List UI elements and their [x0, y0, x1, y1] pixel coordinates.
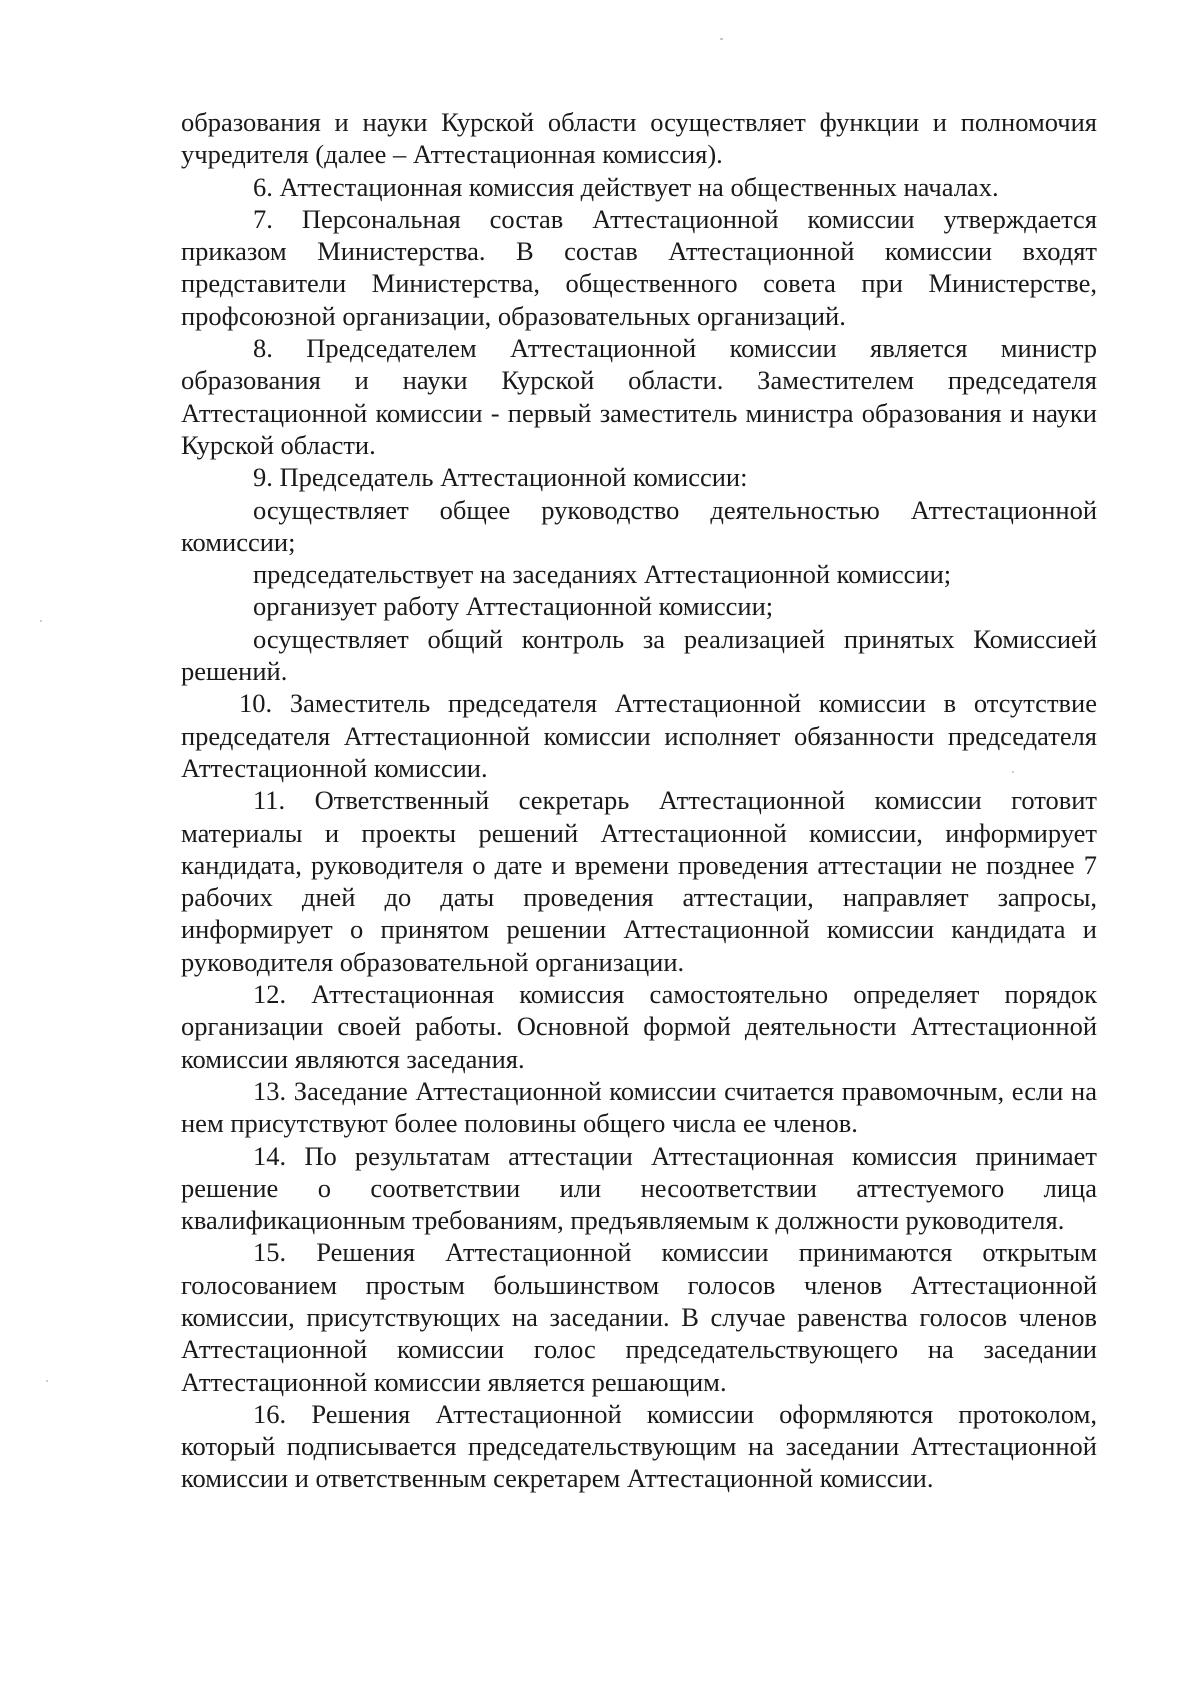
paragraph-item-12: 12. Аттестационная комиссия самостоятельно определяет порядок организации своей работы. Основной формой деятельности Аттестационной комиссии являются заседания.: [181, 979, 1097, 1074]
paragraph-item-8: 8. Председателем Аттестационной комиссии является министр образования и науки Курской области. Заместителем председателя Аттестационной комиссии - первый заместитель министра образования и науки Курской области.: [181, 333, 1097, 460]
paragraph-item-14: 14. По результатам аттестации Аттестационная комиссия принимает решение о соответствии или несоответствии аттестуемого лица квалификационным требованиям, предъявляемым к должности руководителя.: [181, 1140, 1097, 1236]
paragraph-item-15: 15. Решения Аттестационной комиссии принимаются открытым голосованием простым большинством голосов членов Аттестационной комиссии, присутствующих на заседании. В случае равенства голосов членов Аттестационной комиссии голос председательствующего на заседании Аттестационной комиссии является решающим.: [181, 1237, 1097, 1397]
paragraph-continuation: образования и науки Курской области осуществляет функции и полномочия учредителя (далее – Аттестационная комиссия).: [181, 107, 1097, 170]
paragraph-item-6: 6. Аттестационная комиссия действует на общественных началах.: [253, 171, 999, 202]
paragraph-item-13: 13. Заседание Аттестационной комиссии считается правомочным, если на нем присутствуют более половины общего числа ее членов.: [181, 1075, 1097, 1139]
paragraph-item-10: 10. Заместитель председателя Аттестационной комиссии в отсутствие председателя Аттестационной комиссии исполняет обязанности председателя Аттестационной комиссии.: [181, 688, 1097, 783]
scan-speck: [720, 38, 723, 40]
scan-speck: [40, 620, 42, 622]
paragraph-item-11: 11. Ответственный секретарь Аттестационной комиссии готовит материалы и проекты решений Аттестационной комиссии, информирует кандидата, руководителя о дате и времени проведения аттестации не позднее 7 рабочих дней до даты проведения аттестации, направляет запросы, информирует о принятом решении Аттестационной комиссии кандидата и руководителя образовательной организации.: [181, 785, 1097, 977]
paragraph-item-9-duty-1: осуществляет общее руководство деятельностью Аттестационной комиссии;: [181, 494, 1097, 557]
paragraph-item-9-duty-4: осуществляет общий контроль за реализацией принятых Комиссией решений.: [181, 623, 1097, 687]
paragraph-item-9: 9. Председатель Аттестационной комиссии:: [253, 462, 748, 493]
document-body: [181, 106, 1097, 1495]
paragraph-item-7: 7. Персональная состав Аттестационной комиссии утверждается приказом Министерства. В состав Аттестационной комиссии входят представители Министерства, общественного совета при Министерстве, профсоюзной организации, образовательных организаций.: [181, 203, 1097, 331]
paragraph-item-9-duty-2: председательствует на заседаниях Аттестационной комиссии;: [253, 559, 952, 590]
paragraph-item-9-duty-3: организует работу Аттестационной комиссии;: [253, 591, 774, 622]
paragraph-item-16: 16. Решения Аттестационной комиссии оформляются протоколом, который подписывается председательствующим на заседании Аттестационной комиссии и ответственным секретарем Аттестационной комиссии.: [181, 1398, 1097, 1494]
scan-speck: [46, 1380, 48, 1382]
